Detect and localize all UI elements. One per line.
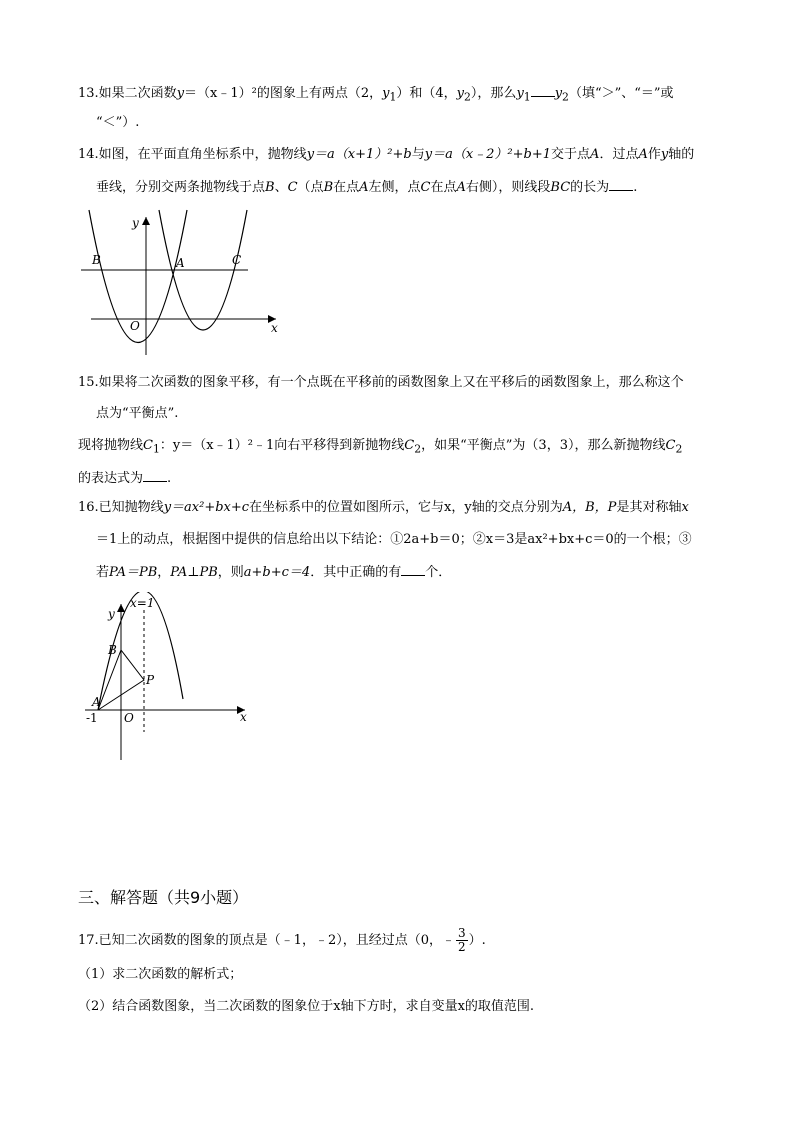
q15-line4: 的表达式为 . — [78, 468, 171, 488]
label-p: P — [146, 673, 155, 687]
label-a: A — [92, 695, 101, 709]
answer-blank-15[interactable] — [143, 468, 167, 482]
answer-blank-16[interactable] — [401, 562, 425, 576]
section-heading: 三、解答题（共9小题） — [78, 888, 249, 907]
label-x: x — [240, 710, 247, 724]
q16-line2: ＝1上的动点，根据图中提供的信息给出以下结论：①2a+b＝0；②x＝3是ax²+bx+c＝0的一个根；③ — [96, 532, 692, 547]
label-c: C — [232, 253, 242, 267]
fraction: $\frac{3}{2}$ — [458, 926, 466, 954]
q15-line1: 15.如果将二次函数的图象平移，有一个点既在平移前的函数图象上又在平移后的函数图象上，那么称这个 — [78, 375, 684, 390]
q17-sub2: （2）结合函数图象，当二次函数的图象位于x轴下方时，求自变量x的取值范围. — [78, 999, 535, 1014]
label-minus-one: -1 — [86, 711, 98, 725]
q16-line3: 若PA＝PB，PA⊥PB，则a+b+c＝4．其中正确的有 个． — [96, 562, 451, 582]
label-x: x — [271, 321, 278, 335]
label-b: B — [108, 643, 117, 657]
answer-blank-14[interactable] — [609, 177, 633, 191]
figure-parabolas-q14 — [76, 205, 286, 360]
q17-line1: 17.已知二次函数的图象的顶点是（﹣1，﹣2），且经过点（0，﹣ $\frac{3}{2}$ ）. — [78, 926, 486, 954]
q17-sub1: （1）求二次函数的解析式； — [78, 967, 243, 982]
label-o: O — [124, 711, 134, 725]
q15-line3: 现将抛物线$C_1$：y＝（x﹣1）²﹣1向右平移得到新抛物线$C_2$，如果“平衡点”为（3，3），那么新抛物线$C_2$ — [78, 438, 683, 456]
figure-parabola-q16 — [80, 592, 260, 764]
q16-line1: 16.已知抛物线y＝ax²+bx+c在坐标系中的位置如图所示，它与x，y轴的交点分别为A，B，P是其对称轴x — [78, 500, 689, 515]
label-symmetry-axis: x=1 — [130, 596, 155, 610]
q14-line1: 14.如图，在平面直角坐标系中，抛物线y＝a（x+1）²+b与y＝a（x﹣2）²+b+1交于点A．过点A作y轴的 — [78, 147, 695, 162]
q14-line2: 垂线，分别交两条抛物线于点B、C（点B在点A左侧，点C在点A右侧），则线段BC的长为 . — [96, 177, 637, 197]
label-b: B — [92, 253, 101, 267]
label-y: y — [132, 216, 139, 230]
label-y: y — [108, 607, 115, 621]
y-axis-arrow — [142, 217, 150, 225]
y-axis-arrow — [117, 604, 125, 612]
answer-blank-13[interactable] — [531, 83, 555, 97]
label-a: A — [176, 256, 185, 270]
q15-line2: 点为“平衡点”. — [96, 406, 179, 421]
label-o: O — [130, 319, 140, 333]
q13-line2: “＜”）. — [96, 115, 140, 130]
q13-line1: 13.如果二次函数y＝（x﹣1）²的图象上有两点（2，$y_1$）和（4，$y_2$），那么$y_1$ $y_2$（填“＞”、“＝”或 — [78, 83, 674, 107]
